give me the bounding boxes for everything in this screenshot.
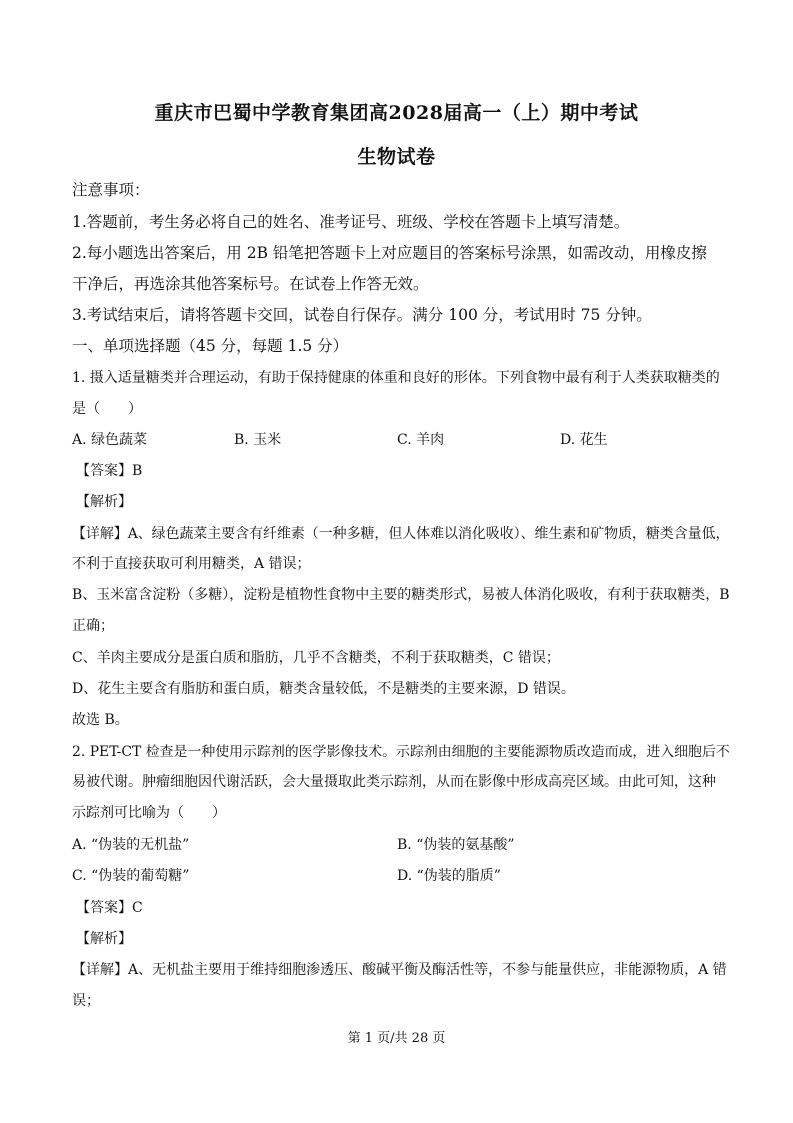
q2-detail-line-1: 【详解】A、无机盐主要用于维持细胞渗透压、酸碱平衡及酶活性等，不参与能量供应，非能源物质，A 错 <box>72 962 727 978</box>
notice-item-1: 1.答题前，考生务必将自己的姓名、准考证号、班级、学校在答题卡上填写清楚。 <box>72 213 630 231</box>
q2-detail-line-2: 误； <box>72 993 100 1009</box>
q1-stem-line-2: 是（ ） <box>72 401 142 417</box>
q1-conclusion: 故选 B。 <box>72 712 129 728</box>
section-heading: 一、单项选择题（45 分，每题 1.5 分） <box>72 337 349 355</box>
notice-heading: 注意事项： <box>72 181 150 199</box>
q2-option-c: C. “伪装的葡萄糖” <box>72 868 190 884</box>
exam-subtitle: 生物试卷 <box>357 146 436 168</box>
q1-option-b: B. 玉米 <box>234 432 282 448</box>
q2-analysis-tag: 【解析】 <box>76 931 132 947</box>
q1-detail-line-5: C、羊肉主要成分是蛋白质和脂肪，几乎不含糖类，不利于获取糖类，C 错误； <box>72 650 560 666</box>
q2-stem-line-3: 示踪剂可比喻为（ ） <box>72 805 226 821</box>
q1-detail-line-2: 不利于直接获取可利用糖类，A 错误； <box>72 556 311 572</box>
q1-detail-line-6: D、花生主要含有脂肪和蛋白质，糖类含量较低，不是糖类的主要来源，D 错误。 <box>72 681 575 697</box>
q1-detail-line-4: 正确； <box>72 618 114 634</box>
q1-option-d: D. 花生 <box>560 432 608 448</box>
q1-analysis-tag: 【解析】 <box>76 494 132 510</box>
q1-stem-line-1: 1. 摄入适量糖类并合理运动，有助于保持健康的体重和良好的形体。下列食物中最有利于人类获取糖类的 <box>72 370 720 386</box>
q1-option-a: A. 绿色蔬菜 <box>72 432 148 448</box>
q2-stem-line-2: 易被代谢。肿瘤细胞因代谢活跃，会大量摄取此类示踪剂，从而在影像中形成高亮区域。由此可知，这种 <box>72 774 716 790</box>
q1-detail-line-1: 【详解】A、绿色蔬菜主要含有纤维素（一种多糖，但人体难以消化吸收）、维生素和矿物质，糖类含量低， <box>72 526 730 542</box>
exam-title: 重庆市巴蜀中学教育集团高2028届高一（上）期中考试 <box>154 102 639 124</box>
q2-option-a: A. “伪装的无机盐” <box>72 837 190 853</box>
notice-item-3: 3.考试结束后，请将答题卡交回，试卷自行保存。满分 100 分，考试用时 75 分钟。 <box>72 306 652 324</box>
q1-option-c: C. 羊肉 <box>397 432 445 448</box>
q2-answer: 【答案】C <box>76 900 143 916</box>
notice-item-2-line-1: 2.每小题选出答案后，用 2B 铅笔把答题卡上对应题目的答案标号涂黑，如需改动，用橡皮擦 <box>72 244 707 262</box>
q1-detail-line-3: B、玉米富含淀粉（多糖），淀粉是植物性食物中主要的糖类形式，易被人体消化吸收，有利于获取糖类，B <box>72 587 730 603</box>
q2-option-d: D. “伪装的脂质” <box>397 868 501 884</box>
notice-item-2-line-2: 干净后，再选涂其他答案标号。在试卷上作答无效。 <box>72 275 429 293</box>
page-number: 第 1 页/共 28 页 <box>347 1031 446 1046</box>
q1-answer: 【答案】B <box>76 463 143 479</box>
q2-stem-line-1: 2. PET-CT 检查是一种使用示踪剂的医学影像技术。示踪剂由细胞的主要能源物质改造而成，进入细胞后不 <box>72 744 730 760</box>
q2-option-b: B. “伪装的氨基酸” <box>397 837 515 853</box>
